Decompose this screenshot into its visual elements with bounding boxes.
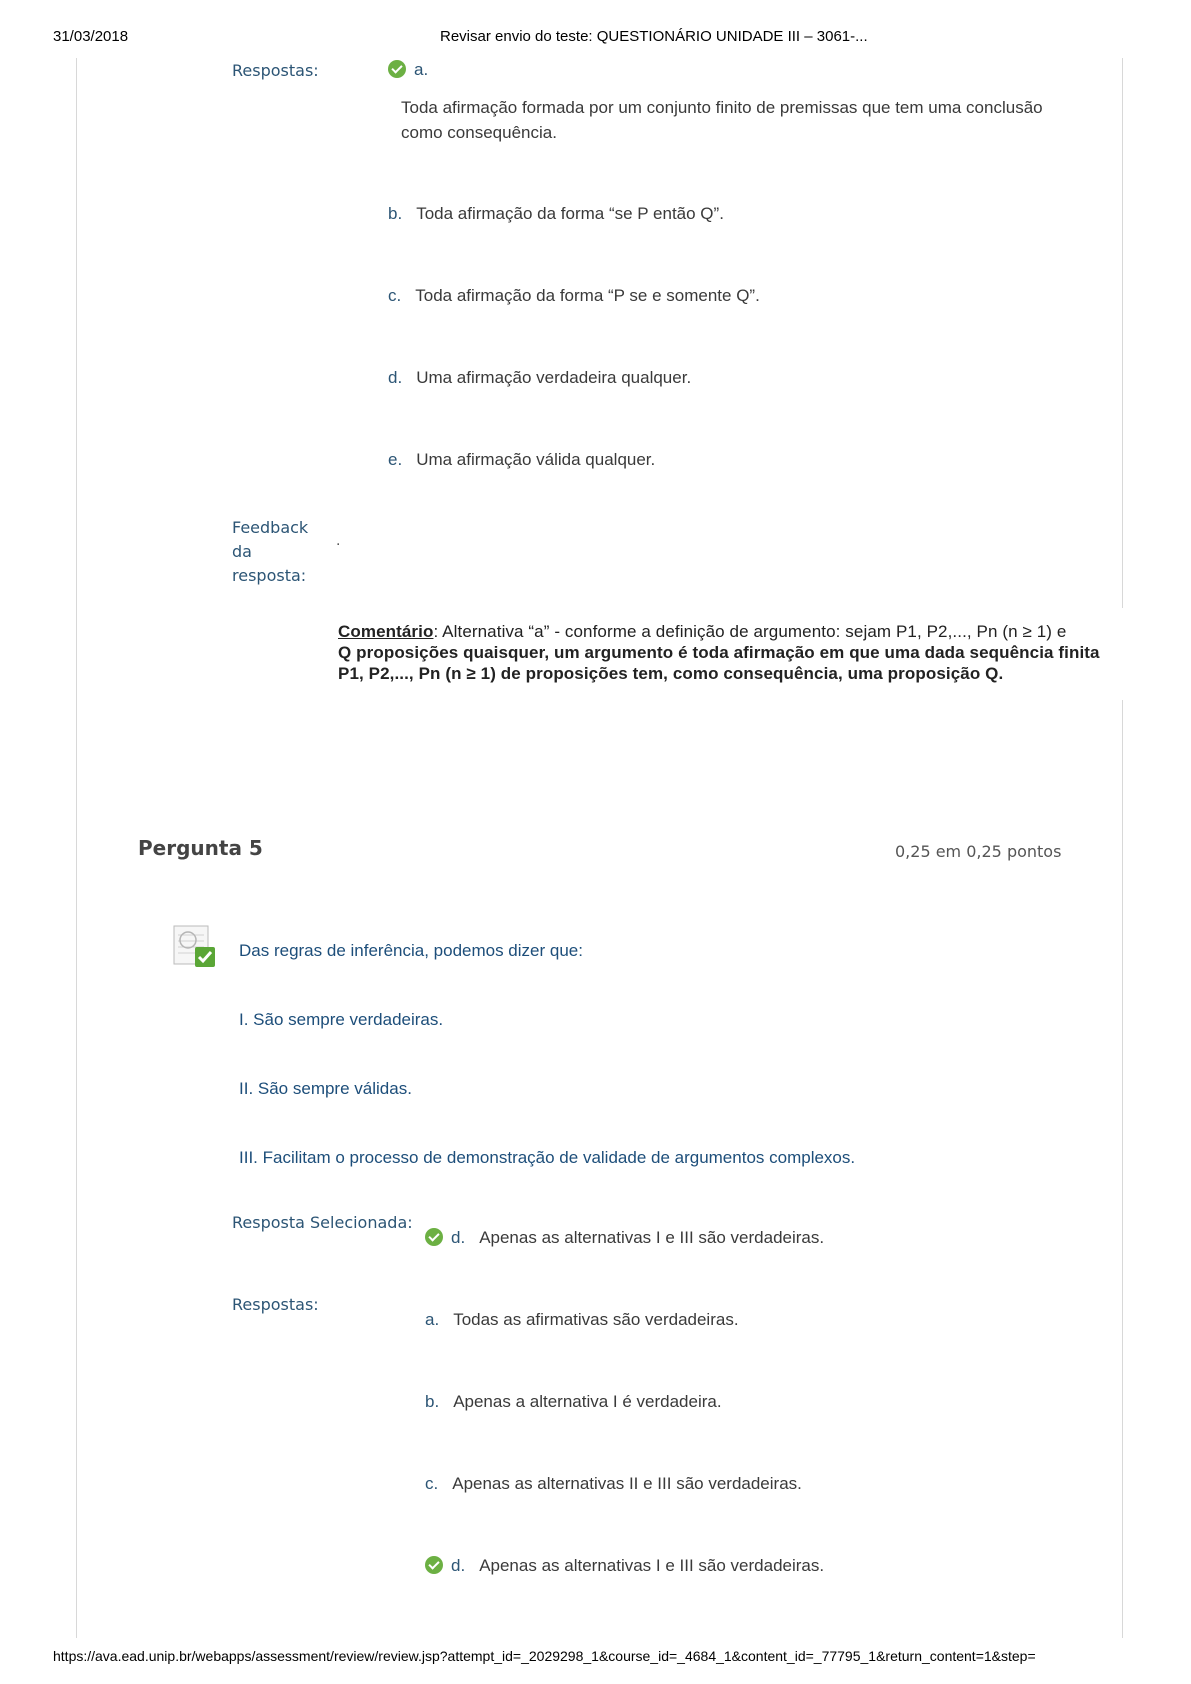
q5-option-c: c. Apenas as alternativas II e III são verdadeiras. xyxy=(425,1474,802,1493)
q4-option-a-text-line2: como consequência. xyxy=(401,123,557,142)
question-title: Pergunta 5 xyxy=(138,836,263,860)
respostas-label: Respostas: xyxy=(232,61,319,80)
respostas-label: Respostas: xyxy=(232,1295,319,1314)
print-url: https://ava.ead.unip.br/webapps/assessment/review/review.jsp?attempt_id=_2029298_1&course_id=_4684_1&content_id=_77795_1&return_content=1&step= xyxy=(53,1648,1036,1664)
q5-option-b: b. Apenas a alternativa I é verdadeira. xyxy=(425,1392,722,1411)
q4-option-a: a. xyxy=(388,60,442,80)
print-date: 31/03/2018 xyxy=(53,28,129,45)
question-score: 0,25 em 0,25 pontos xyxy=(895,842,1062,861)
selected-answer-label: Resposta Selecionada: xyxy=(232,1213,413,1232)
right-border-bottom xyxy=(1122,700,1123,1638)
question-text: Das regras de inferência, podemos dizer que: xyxy=(239,941,583,960)
q4-option-d: d. Uma afirmação verdadeira qualquer. xyxy=(388,368,692,387)
print-title: Revisar envio do teste: QUESTIONÁRIO UNIDADE III – 3061-... xyxy=(440,28,868,45)
check-circle-icon xyxy=(388,60,406,78)
left-border xyxy=(76,58,77,1638)
feedback-dot: . xyxy=(336,532,341,549)
right-border-top xyxy=(1122,58,1123,608)
q4-option-b: b. Toda afirmação da forma “se P então Q”. xyxy=(388,204,724,223)
q4-option-a-text-line1: Toda afirmação formada por um conjunto finito de premissas que tem uma conclusão xyxy=(401,98,1043,117)
q4-option-e: e. Uma afirmação válida qualquer. xyxy=(388,450,656,469)
check-circle-icon xyxy=(425,1556,443,1574)
q4-option-c: c. Toda afirmação da forma “P se e somente Q”. xyxy=(388,286,760,305)
statement-2: II. São sempre válidas. xyxy=(239,1079,412,1098)
feedback-comment: Comentário: Alternativa “a” - conforme a definição de argumento: sejam P1, P2,..., Pn (n ≥ 1) e Q proposições quaisquer, um argumento é toda afirmação em que uma dada sequência finita P1, P2,..., Pn (n ≥ 1) de proposições tem, como consequência, uma proposição Q. xyxy=(338,622,1100,683)
q5-option-a: a. Todas as afirmativas são verdadeiras. xyxy=(425,1310,739,1329)
check-circle-icon xyxy=(425,1228,443,1246)
selected-answer: d. Apenas as alternativas I e III são verdadeiras. xyxy=(425,1228,824,1248)
q5-option-d: d. Apenas as alternativas I e III são verdadeiras. xyxy=(425,1556,824,1576)
statement-1: I. São sempre verdadeiras. xyxy=(239,1010,444,1029)
statement-3: III. Facilitam o processo de demonstração de validade de argumentos complexos. xyxy=(239,1148,856,1167)
feedback-label: Feedback da resposta: xyxy=(232,518,309,585)
question-correct-icon xyxy=(173,925,217,969)
